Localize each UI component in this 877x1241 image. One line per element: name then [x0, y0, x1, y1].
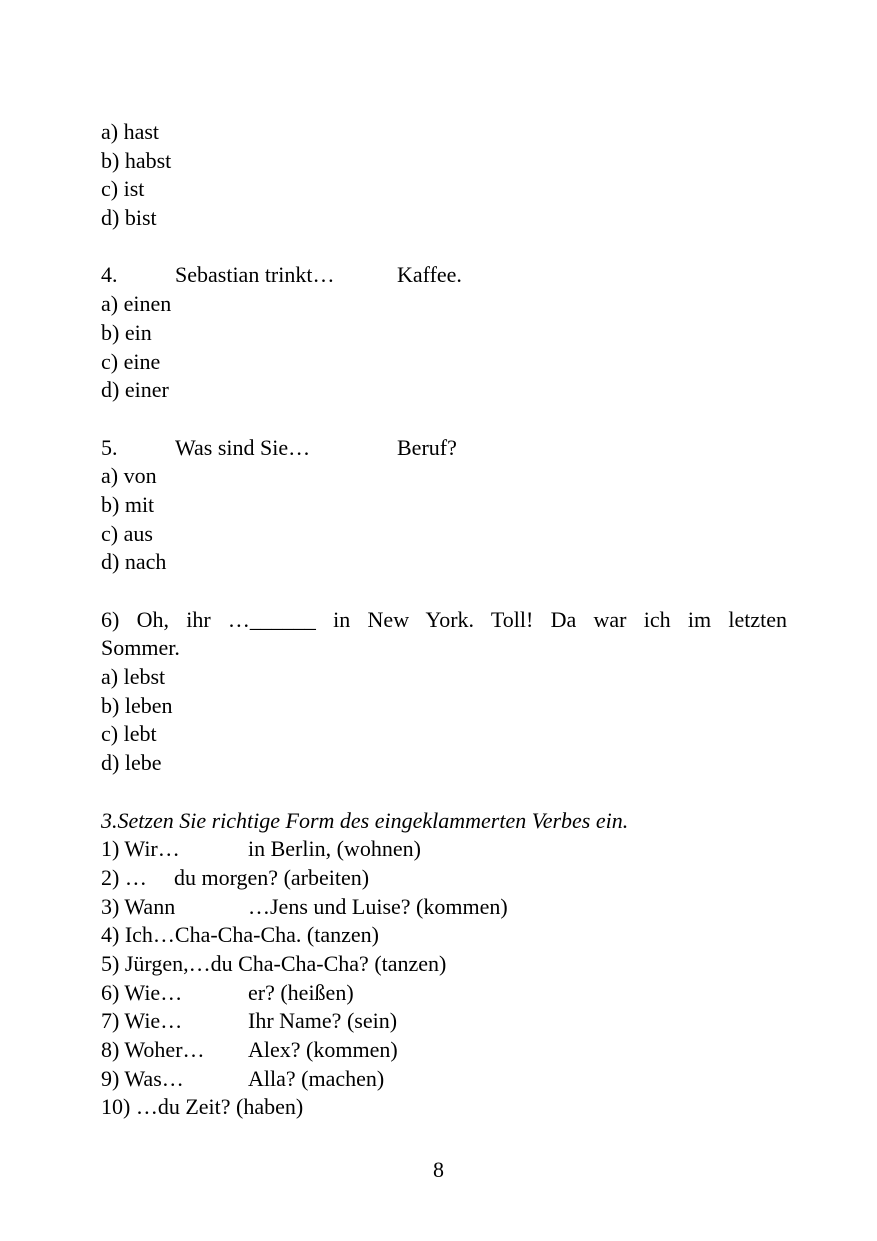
exercise-start: 2) … [101, 864, 147, 890]
exercise-end: in Berlin, (wohnen) [248, 836, 421, 862]
option-d: d) bist [101, 205, 157, 231]
question-4 [101, 261, 787, 404]
question-4-stem [101, 261, 787, 290]
exercise-item [101, 835, 787, 864]
exercise-item [101, 893, 787, 922]
exercise-item [101, 864, 787, 893]
option-c: c) eine [101, 348, 161, 374]
exercise-item [101, 921, 787, 950]
exercise-end: Ihr Name? (sein) [248, 1008, 398, 1034]
option-d: d) nach [101, 549, 167, 575]
question-3-options [101, 118, 787, 233]
option-a: a) von [101, 463, 157, 489]
question-text: Was sind Sie… [175, 434, 311, 460]
option-d: d) einer [101, 377, 169, 403]
option-c: c) lebt [101, 721, 157, 747]
question-number: 4. [101, 262, 118, 288]
exercise-item [101, 1036, 787, 1065]
question-number: 5. [101, 434, 118, 460]
exercise-end: du morgen? (arbeiten) [174, 864, 370, 890]
task-3 [101, 807, 787, 1123]
option-b: b) leben [101, 692, 173, 718]
exercise-item [101, 979, 787, 1008]
exercise-start: 7) Wie… [101, 1008, 183, 1034]
option-a: a) lebst [101, 664, 166, 690]
exercise-item [101, 1093, 787, 1122]
task-title: 3.Setzen Sie richtige Form des eingeklammerten Verbes ein. [101, 807, 629, 833]
exercise-item [101, 1065, 787, 1094]
exercise-start: 8) Woher… [101, 1037, 205, 1063]
exercise-start: 3) Wann [101, 893, 176, 919]
question-5-stem [101, 434, 787, 463]
option-c: c) aus [101, 520, 153, 546]
question-6-stem-line1: 6) Oh, ihr …______ in New York. Toll! Da war ich im letzten [101, 606, 787, 632]
option-d: d) lebe [101, 750, 162, 776]
page-number: 8 [433, 1157, 444, 1182]
option-a: a) hast [101, 119, 160, 144]
option-c: c) ist [101, 176, 145, 202]
option-b: b) habst [101, 147, 172, 173]
question-6 [101, 606, 787, 778]
exercise-end: Alla? (machen) [248, 1065, 385, 1091]
exercise-end: Alex? (kommen) [248, 1037, 398, 1063]
question-5 [101, 434, 787, 577]
exercise-end: er? (heißen) [248, 979, 354, 1005]
question-tail: Beruf? [397, 434, 457, 460]
document-body [101, 118, 787, 1122]
question-text: Sebastian trinkt… [175, 262, 335, 288]
question-tail: Kaffee. [397, 262, 462, 288]
exercise-start: 9) Was… [101, 1065, 184, 1091]
exercise-start: 4) Ich…Cha-Cha-Cha. (tanzen) [101, 922, 379, 948]
exercise-item [101, 950, 787, 979]
option-b: b) mit [101, 491, 155, 517]
exercise-start: 6) Wie… [101, 979, 183, 1005]
exercise-end: …Jens und Luise? (kommen) [248, 893, 508, 919]
question-6-stem-line2: Sommer. [101, 635, 180, 661]
exercise-start: 5) Jürgen,…du Cha-Cha-Cha? (tanzen) [101, 950, 447, 976]
option-a: a) einen [101, 291, 172, 317]
exercise-start: 10) …du Zeit? (haben) [101, 1094, 304, 1120]
exercise-start: 1) Wir… [101, 836, 180, 862]
option-b: b) ein [101, 319, 152, 345]
exercise-item [101, 1007, 787, 1036]
